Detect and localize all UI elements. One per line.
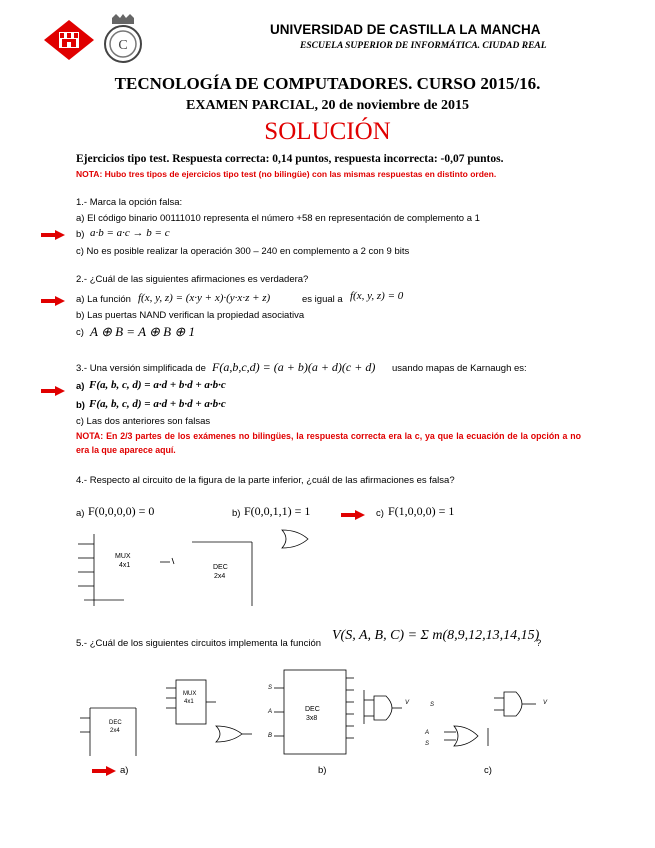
q4-title: 4.- Respecto al circuito de la figura de la parte inferior, ¿cuál de las afirmaciones es falsa? (76, 475, 455, 486)
q3-option-a-label: a) (76, 381, 85, 392)
q5-c-in-s: S (430, 702, 435, 708)
course-title: TECNOLOGÍA DE COMPUTADORES. CURSO 2015/16. (114, 74, 541, 93)
q5-option-c-label[interactable]: c) (484, 765, 492, 776)
q3-title-post: usando mapas de Karnaugh es: (392, 363, 527, 374)
svg-text:C: C (118, 38, 128, 53)
q5-b-in-a: A (268, 709, 273, 715)
q5-option-a-label[interactable]: a) (120, 765, 129, 776)
q1-option-a: a) El código binario 00111010 representa el número +58 en representación de complemento a 1 (76, 213, 480, 224)
q5-circuit-b (262, 664, 422, 760)
q4-option-c-math: F(1,0,0,0) = 1 (388, 504, 455, 518)
q3-note: NOTA: En 2/3 partes de los exámenes no bilingües, la respuesta correcta era la c, ya que la ecuación de la opción a no era la que aparece aquí. (76, 431, 581, 455)
q5-circuit-a (76, 670, 256, 760)
q4-circuit-diagram (74, 528, 314, 608)
intro-note: NOTA: Hubo tres tipos de ejercicios tipo test (no bilingüe) con las mismas respuestas en distinto orden. (76, 169, 497, 179)
school-name: ESCUELA SUPERIOR DE INFORMÁTICA. CIUDAD REAL (300, 41, 547, 51)
q5-title-post: ? (536, 638, 542, 649)
red-arrow-icon (341, 510, 365, 520)
q2-option-a-mid: es igual a (302, 294, 343, 305)
q5-title: 5.- ¿Cuál de los siguientes circuitos implementa la función (76, 638, 322, 649)
q5-b-dec-label: DEC (305, 706, 320, 713)
q4-option-c-label: c) (376, 508, 384, 519)
exam-date: EXAMEN PARCIAL, 20 de noviembre de 2015 (186, 98, 469, 113)
red-arrow-icon (41, 296, 65, 306)
q5-b-in-b: B (268, 733, 273, 739)
q4-option-a-label: a) (76, 508, 85, 519)
q3-title-pre: 3.- Una versión simplificada de (76, 363, 206, 374)
q4-dec-size: 2x4 (214, 573, 226, 580)
q5-title-math: V(S, A, B, C) = Σ m(8,9,12,13,14,15) (332, 628, 540, 643)
q5-a-dec-label: DEC (109, 720, 122, 726)
q2-option-c-label: c) (76, 327, 84, 338)
q1-option-c: c) No es posible realizar la operación 300 – 240 en complemento a 2 con 9 bits (76, 246, 410, 257)
university-name: UNIVERSIDAD DE CASTILLA LA MANCHA (270, 22, 541, 37)
scoring-line: Ejercicios tipo test. Respuesta correcta: 0,14 puntos, respuesta incorrecta: -0,07 puntos. (76, 153, 504, 165)
q2-option-c-math: A ⊕ B = A ⊕ B ⊕ 1 (90, 324, 196, 339)
q5-b-in-s: S (268, 685, 273, 691)
university-seal-icon (100, 14, 146, 64)
uclm-logo-icon (44, 20, 94, 60)
q4-option-a-math: F(0,0,0,0) = 0 (88, 504, 155, 518)
q5-circuit-c (420, 686, 570, 756)
red-arrow-icon (41, 386, 65, 396)
q4-dec-label: DEC (213, 564, 228, 571)
q5-b-out-v: V (405, 700, 410, 706)
q3-option-c: c) Las dos anteriores son falsas (76, 416, 211, 427)
q4-mux-size: 4x1 (119, 562, 131, 569)
red-arrow-icon (41, 230, 65, 240)
q2-option-a-label: a) La función (76, 294, 131, 305)
q5-a-mux-size: 4x1 (184, 699, 194, 705)
q3-option-b-math: F(a, b, c, d) = a·d + b·d + a·b·c (89, 398, 226, 410)
q4-or-gate-icon (280, 528, 310, 550)
q4-mux-label: MUX (115, 553, 131, 560)
q3-title-math: F(a,b,c,d) = (a + b)(a + d)(c + d) (212, 360, 376, 374)
solution-heading: SOLUCIÓN (264, 118, 391, 145)
q1-option-b-label: b) (76, 229, 85, 240)
q5-b-dec-size: 3x8 (306, 715, 318, 722)
q2-option-a-math: f(x, y, z) = (x·y + x)·(y·x·z + z) (138, 292, 271, 304)
q1-title: 1.- Marca la opción falsa: (76, 197, 183, 208)
q4-option-b-label: b) (232, 508, 241, 519)
q5-option-b-label[interactable]: b) (318, 765, 327, 776)
red-arrow-icon (92, 766, 116, 776)
q5-c-in-a: A (425, 730, 430, 736)
q5-c-out-v: V (543, 700, 548, 706)
q2-option-b: b) Las puertas NAND verifican la propiedad asociativa (76, 310, 305, 321)
q2-title: 2.- ¿Cuál de las siguientes afirmaciones es verdadera? (76, 274, 309, 285)
q5-c-in-s2: S (425, 741, 430, 747)
q4-option-b-math: F(0,0,1,1) = 1 (244, 504, 311, 518)
q5-a-mux-label: MUX (183, 691, 197, 697)
q1-option-b-math: a·b = a·c → b = c (90, 227, 170, 239)
q5-a-dec-size: 2x4 (110, 728, 120, 734)
q2-option-a-math2: f(x, y, z) = 0 (350, 290, 404, 302)
q3-option-b-label: b) (76, 400, 85, 411)
q3-option-a-math: F(a, b, c, d) = a·d + b·d + a·b·c (89, 379, 226, 391)
